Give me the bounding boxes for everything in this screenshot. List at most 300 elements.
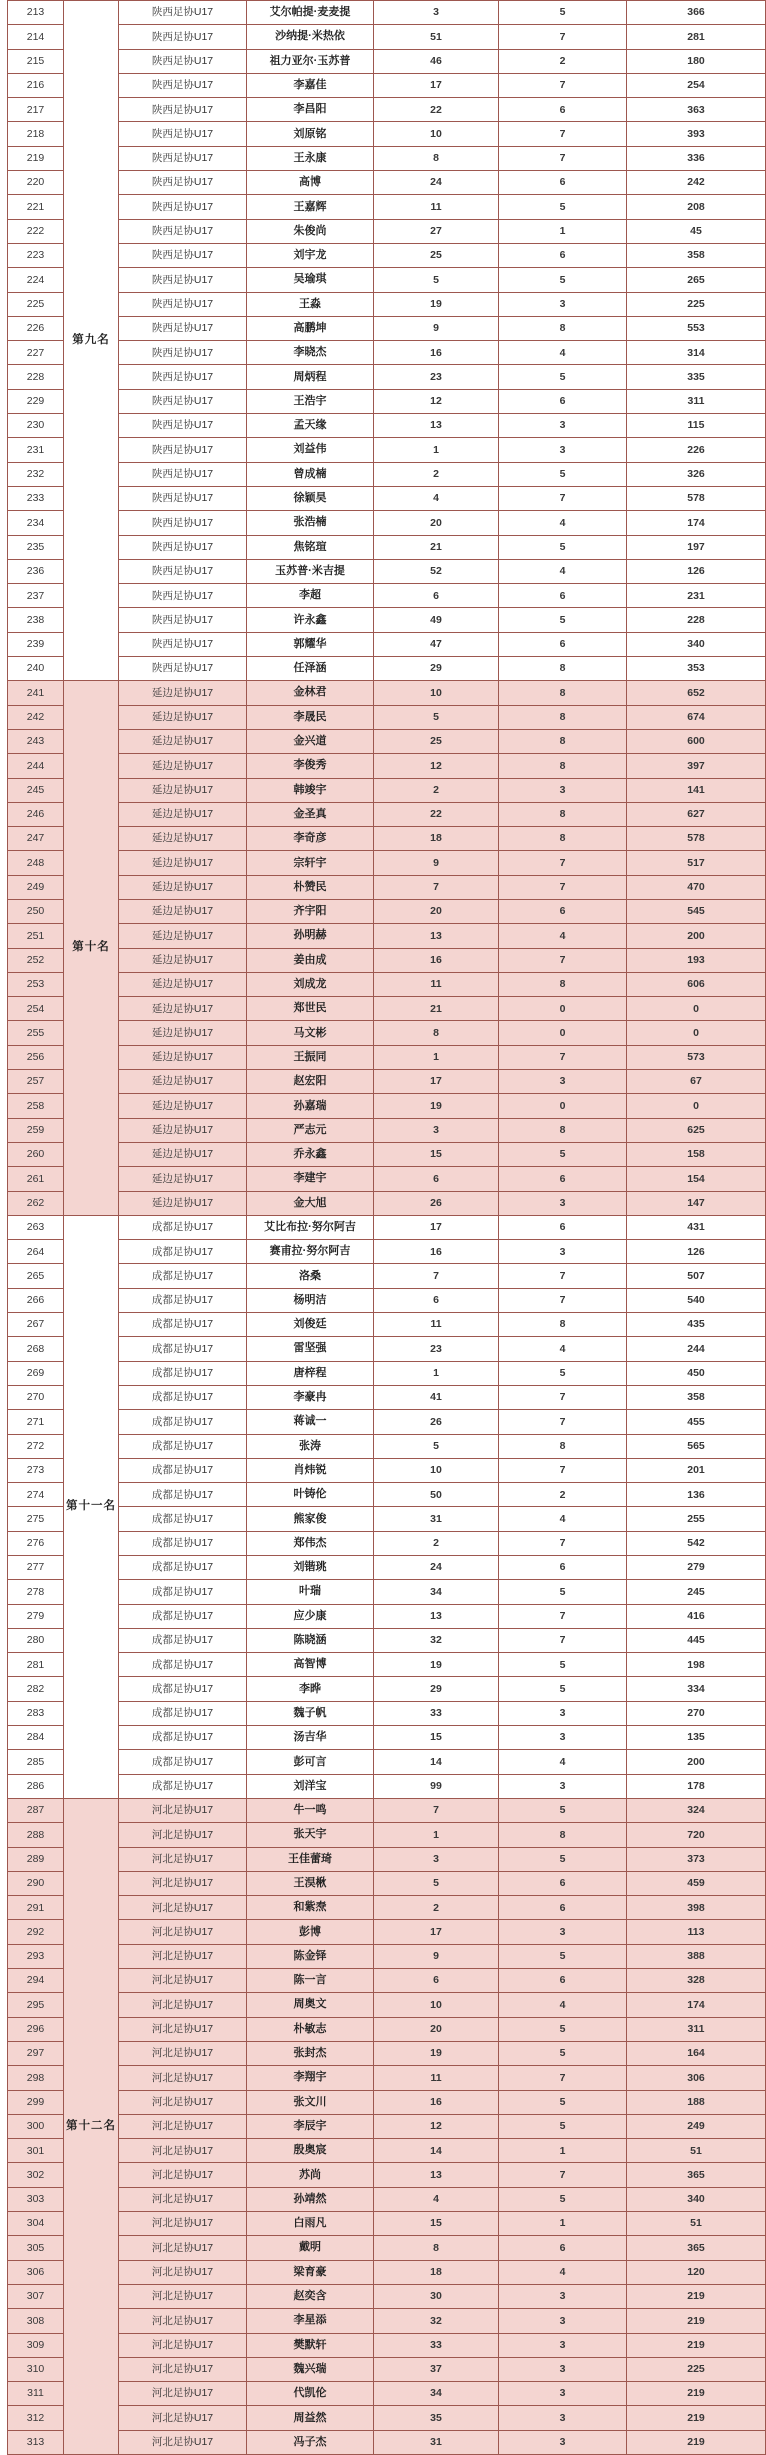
stat-cell: 6 bbox=[374, 1288, 499, 1312]
stat-cell: 10 bbox=[374, 681, 499, 705]
player-name-cell: 高博 bbox=[247, 171, 374, 195]
stat-cell: 431 bbox=[627, 1215, 766, 1239]
team-cell: 成都足协U17 bbox=[119, 1264, 247, 1288]
table-row bbox=[8, 1215, 766, 1239]
player-name-cell: 李超 bbox=[247, 584, 374, 608]
row-number-cell: 278 bbox=[8, 1580, 64, 1604]
stat-cell: 174 bbox=[627, 1993, 766, 2017]
stat-cell: 8 bbox=[499, 1118, 627, 1142]
stat-cell: 29 bbox=[374, 1677, 499, 1701]
stat-cell: 5 bbox=[374, 705, 499, 729]
stat-cell: 627 bbox=[627, 802, 766, 826]
table-row bbox=[8, 1, 766, 25]
stat-cell: 32 bbox=[374, 1628, 499, 1652]
row-number-cell: 245 bbox=[8, 778, 64, 802]
stat-cell: 20 bbox=[374, 2017, 499, 2041]
stat-cell: 459 bbox=[627, 1871, 766, 1895]
stat-cell: 254 bbox=[627, 73, 766, 97]
team-cell: 延边足协U17 bbox=[119, 924, 247, 948]
row-number-cell: 271 bbox=[8, 1410, 64, 1434]
row-number-cell: 261 bbox=[8, 1167, 64, 1191]
row-number-cell: 300 bbox=[8, 2114, 64, 2138]
stat-cell: 113 bbox=[627, 1920, 766, 1944]
row-number-cell: 262 bbox=[8, 1191, 64, 1215]
stat-cell: 228 bbox=[627, 608, 766, 632]
table-row bbox=[8, 1191, 766, 1215]
stat-cell: 517 bbox=[627, 851, 766, 875]
player-name-cell: 周炳程 bbox=[247, 365, 374, 389]
table-row bbox=[8, 2187, 766, 2211]
team-cell: 陕西足协U17 bbox=[119, 511, 247, 535]
row-number-cell: 259 bbox=[8, 1118, 64, 1142]
stat-cell: 3 bbox=[499, 2430, 627, 2454]
player-name-cell: 张涛 bbox=[247, 1434, 374, 1458]
table-row bbox=[8, 1556, 766, 1580]
stat-cell: 12 bbox=[374, 389, 499, 413]
row-number-cell: 277 bbox=[8, 1556, 64, 1580]
team-cell: 成都足协U17 bbox=[119, 1361, 247, 1385]
stat-cell: 578 bbox=[627, 486, 766, 510]
row-number-cell: 299 bbox=[8, 2090, 64, 2114]
team-cell: 河北足协U17 bbox=[119, 2212, 247, 2236]
stat-cell: 6 bbox=[499, 171, 627, 195]
player-name-cell: 艾尔帕提·麦麦提 bbox=[247, 1, 374, 25]
stat-cell: 52 bbox=[374, 559, 499, 583]
stat-cell: 365 bbox=[627, 2236, 766, 2260]
team-cell: 陕西足协U17 bbox=[119, 341, 247, 365]
stat-cell: 6 bbox=[499, 584, 627, 608]
stat-cell: 7 bbox=[499, 948, 627, 972]
stat-cell: 18 bbox=[374, 827, 499, 851]
table-row bbox=[8, 98, 766, 122]
stat-cell: 311 bbox=[627, 389, 766, 413]
player-name-cell: 李俊秀 bbox=[247, 754, 374, 778]
player-name-cell: 王浩宇 bbox=[247, 389, 374, 413]
stat-cell: 24 bbox=[374, 171, 499, 195]
row-number-cell: 254 bbox=[8, 997, 64, 1021]
player-name-cell: 牛一鸣 bbox=[247, 1798, 374, 1822]
stat-cell: 340 bbox=[627, 632, 766, 656]
row-number-cell: 258 bbox=[8, 1094, 64, 1118]
player-name-cell: 严志元 bbox=[247, 1118, 374, 1142]
row-number-cell: 296 bbox=[8, 2017, 64, 2041]
stat-cell: 6 bbox=[499, 1871, 627, 1895]
stat-cell: 17 bbox=[374, 1215, 499, 1239]
player-name-cell: 汤吉华 bbox=[247, 1726, 374, 1750]
player-name-cell: 高鹏坤 bbox=[247, 316, 374, 340]
row-number-cell: 298 bbox=[8, 2066, 64, 2090]
stat-cell: 6 bbox=[499, 1969, 627, 1993]
stat-cell: 7 bbox=[499, 875, 627, 899]
table-row bbox=[8, 414, 766, 438]
stat-cell: 7 bbox=[499, 1628, 627, 1652]
table-row bbox=[8, 827, 766, 851]
table-row bbox=[8, 657, 766, 681]
team-cell: 延边足协U17 bbox=[119, 802, 247, 826]
player-stats-table bbox=[7, 0, 766, 2455]
team-cell: 陕西足协U17 bbox=[119, 49, 247, 73]
stat-cell: 5 bbox=[499, 2187, 627, 2211]
rank-label-cell: 第十二名 bbox=[64, 1798, 119, 2454]
stat-cell: 5 bbox=[374, 268, 499, 292]
player-name-cell: 彭博 bbox=[247, 1920, 374, 1944]
row-number-cell: 289 bbox=[8, 1847, 64, 1871]
stat-cell: 10 bbox=[374, 122, 499, 146]
player-name-cell: 吴瑜琪 bbox=[247, 268, 374, 292]
row-number-cell: 269 bbox=[8, 1361, 64, 1385]
stat-cell: 27 bbox=[374, 219, 499, 243]
stat-cell: 13 bbox=[374, 1604, 499, 1628]
table-row bbox=[8, 924, 766, 948]
team-cell: 延边足协U17 bbox=[119, 778, 247, 802]
row-number-cell: 286 bbox=[8, 1774, 64, 1798]
stat-cell: 8 bbox=[374, 1021, 499, 1045]
table-row bbox=[8, 243, 766, 267]
stat-cell: 30 bbox=[374, 2284, 499, 2308]
row-number-cell: 275 bbox=[8, 1507, 64, 1531]
player-name-cell: 叶铸伦 bbox=[247, 1483, 374, 1507]
table-row bbox=[8, 972, 766, 996]
table-row bbox=[8, 632, 766, 656]
player-name-cell: 陈晓涵 bbox=[247, 1628, 374, 1652]
table-row bbox=[8, 1871, 766, 1895]
stat-cell: 8 bbox=[499, 827, 627, 851]
row-number-cell: 222 bbox=[8, 219, 64, 243]
team-cell: 河北足协U17 bbox=[119, 2430, 247, 2454]
stat-cell: 5 bbox=[374, 1871, 499, 1895]
table-row bbox=[8, 1531, 766, 1555]
team-cell: 成都足协U17 bbox=[119, 1750, 247, 1774]
stat-cell: 8 bbox=[499, 316, 627, 340]
row-number-cell: 283 bbox=[8, 1701, 64, 1725]
stat-cell: 200 bbox=[627, 924, 766, 948]
team-cell: 成都足协U17 bbox=[119, 1580, 247, 1604]
stat-cell: 7 bbox=[499, 1045, 627, 1069]
table-row bbox=[8, 948, 766, 972]
stat-cell: 6 bbox=[499, 1215, 627, 1239]
stat-cell: 7 bbox=[499, 2163, 627, 2187]
stat-cell: 245 bbox=[627, 1580, 766, 1604]
player-name-cell: 赵奕含 bbox=[247, 2284, 374, 2308]
row-number-cell: 288 bbox=[8, 1823, 64, 1847]
stat-cell: 6 bbox=[374, 1167, 499, 1191]
stat-cell: 17 bbox=[374, 1070, 499, 1094]
table-row bbox=[8, 535, 766, 559]
team-cell: 陕西足协U17 bbox=[119, 438, 247, 462]
team-cell: 成都足协U17 bbox=[119, 1458, 247, 1482]
stat-cell: 17 bbox=[374, 1920, 499, 1944]
stat-cell: 208 bbox=[627, 195, 766, 219]
stat-cell: 4 bbox=[499, 1750, 627, 1774]
stat-cell: 363 bbox=[627, 98, 766, 122]
stat-cell: 5 bbox=[499, 1, 627, 25]
stat-cell: 0 bbox=[627, 1094, 766, 1118]
stat-cell: 720 bbox=[627, 1823, 766, 1847]
row-number-cell: 213 bbox=[8, 1, 64, 25]
table-row bbox=[8, 2333, 766, 2357]
stat-cell: 11 bbox=[374, 195, 499, 219]
stat-cell: 4 bbox=[374, 2187, 499, 2211]
table-row bbox=[8, 2017, 766, 2041]
team-cell: 延边足协U17 bbox=[119, 1070, 247, 1094]
stat-cell: 9 bbox=[374, 851, 499, 875]
stat-cell: 2 bbox=[374, 1896, 499, 1920]
player-name-cell: 和紫焘 bbox=[247, 1896, 374, 1920]
stat-cell: 9 bbox=[374, 316, 499, 340]
stat-cell: 8 bbox=[499, 802, 627, 826]
table-row bbox=[8, 2066, 766, 2090]
row-number-cell: 228 bbox=[8, 365, 64, 389]
stat-cell: 4 bbox=[499, 1993, 627, 2017]
player-name-cell: 郑世民 bbox=[247, 997, 374, 1021]
player-name-cell: 赵宏阳 bbox=[247, 1070, 374, 1094]
stat-cell: 21 bbox=[374, 535, 499, 559]
stat-cell: 200 bbox=[627, 1750, 766, 1774]
row-number-cell: 290 bbox=[8, 1871, 64, 1895]
table-row bbox=[8, 1944, 766, 1968]
row-number-cell: 251 bbox=[8, 924, 64, 948]
table-row bbox=[8, 1361, 766, 1385]
stat-cell: 3 bbox=[499, 2309, 627, 2333]
team-cell: 河北足协U17 bbox=[119, 2041, 247, 2065]
stat-cell: 32 bbox=[374, 2309, 499, 2333]
player-name-cell: 张文川 bbox=[247, 2090, 374, 2114]
table-row bbox=[8, 2139, 766, 2163]
row-number-cell: 219 bbox=[8, 146, 64, 170]
table-row bbox=[8, 1677, 766, 1701]
player-name-cell: 杨明洁 bbox=[247, 1288, 374, 1312]
row-number-cell: 272 bbox=[8, 1434, 64, 1458]
row-number-cell: 253 bbox=[8, 972, 64, 996]
player-name-cell: 齐宇阳 bbox=[247, 899, 374, 923]
row-number-cell: 284 bbox=[8, 1726, 64, 1750]
row-number-cell: 304 bbox=[8, 2212, 64, 2236]
stat-cell: 455 bbox=[627, 1410, 766, 1434]
stat-cell: 3 bbox=[499, 2406, 627, 2430]
row-number-cell: 234 bbox=[8, 511, 64, 535]
table-row bbox=[8, 2357, 766, 2381]
player-name-cell: 刘洋宝 bbox=[247, 1774, 374, 1798]
player-name-cell: 张天宇 bbox=[247, 1823, 374, 1847]
player-name-cell: 应少康 bbox=[247, 1604, 374, 1628]
row-number-cell: 248 bbox=[8, 851, 64, 875]
table-row bbox=[8, 1118, 766, 1142]
row-number-cell: 223 bbox=[8, 243, 64, 267]
table-row bbox=[8, 2236, 766, 2260]
rank-label-cell: 第十一名 bbox=[64, 1215, 119, 1798]
player-name-cell: 许永鑫 bbox=[247, 608, 374, 632]
stat-cell: 11 bbox=[374, 972, 499, 996]
stat-cell: 46 bbox=[374, 49, 499, 73]
stat-cell: 3 bbox=[499, 1191, 627, 1215]
row-number-cell: 287 bbox=[8, 1798, 64, 1822]
player-name-cell: 殷奥宸 bbox=[247, 2139, 374, 2163]
stat-cell: 3 bbox=[499, 2357, 627, 2381]
stat-cell: 33 bbox=[374, 1701, 499, 1725]
stat-cell: 397 bbox=[627, 754, 766, 778]
team-cell: 成都足协U17 bbox=[119, 1385, 247, 1409]
row-number-cell: 257 bbox=[8, 1070, 64, 1094]
stat-cell: 5 bbox=[499, 1142, 627, 1166]
stat-cell: 6 bbox=[499, 632, 627, 656]
stat-cell: 4 bbox=[499, 924, 627, 948]
player-name-cell: 魏子帆 bbox=[247, 1701, 374, 1725]
row-number-cell: 242 bbox=[8, 705, 64, 729]
stat-cell: 15 bbox=[374, 2212, 499, 2236]
table-row bbox=[8, 292, 766, 316]
team-cell: 陕西足协U17 bbox=[119, 25, 247, 49]
stat-cell: 450 bbox=[627, 1361, 766, 1385]
team-cell: 延边足协U17 bbox=[119, 827, 247, 851]
table-row bbox=[8, 1142, 766, 1166]
player-name-cell: 刘宇龙 bbox=[247, 243, 374, 267]
stat-cell: 306 bbox=[627, 2066, 766, 2090]
stat-cell: 5 bbox=[374, 1434, 499, 1458]
stat-cell: 16 bbox=[374, 341, 499, 365]
row-number-cell: 255 bbox=[8, 1021, 64, 1045]
stat-cell: 311 bbox=[627, 2017, 766, 2041]
table-row bbox=[8, 1458, 766, 1482]
stat-cell: 198 bbox=[627, 1653, 766, 1677]
stat-cell: 13 bbox=[374, 2163, 499, 2187]
table-row bbox=[8, 268, 766, 292]
stat-cell: 13 bbox=[374, 924, 499, 948]
stat-cell: 416 bbox=[627, 1604, 766, 1628]
stat-cell: 4 bbox=[499, 1507, 627, 1531]
team-cell: 陕西足协U17 bbox=[119, 219, 247, 243]
stat-cell: 6 bbox=[499, 243, 627, 267]
stat-cell: 3 bbox=[374, 1118, 499, 1142]
team-cell: 成都足协U17 bbox=[119, 1507, 247, 1531]
table-row bbox=[8, 899, 766, 923]
table-row bbox=[8, 1750, 766, 1774]
stat-cell: 7 bbox=[499, 146, 627, 170]
stat-cell: 7 bbox=[499, 73, 627, 97]
stat-cell: 373 bbox=[627, 1847, 766, 1871]
table-row bbox=[8, 171, 766, 195]
rank-label-cell: 第十名 bbox=[64, 681, 119, 1216]
stat-cell: 197 bbox=[627, 535, 766, 559]
stat-cell: 180 bbox=[627, 49, 766, 73]
row-number-cell: 264 bbox=[8, 1240, 64, 1264]
stat-cell: 11 bbox=[374, 2066, 499, 2090]
team-cell: 成都足协U17 bbox=[119, 1677, 247, 1701]
row-number-cell: 307 bbox=[8, 2284, 64, 2308]
team-cell: 河北足协U17 bbox=[119, 1823, 247, 1847]
row-number-cell: 240 bbox=[8, 657, 64, 681]
table-row bbox=[8, 146, 766, 170]
stat-cell: 470 bbox=[627, 875, 766, 899]
table-row bbox=[8, 2260, 766, 2284]
stat-cell: 358 bbox=[627, 1385, 766, 1409]
player-name-cell: 金林君 bbox=[247, 681, 374, 705]
table-row bbox=[8, 778, 766, 802]
player-name-cell: 洛桑 bbox=[247, 1264, 374, 1288]
stat-cell: 625 bbox=[627, 1118, 766, 1142]
stat-cell: 164 bbox=[627, 2041, 766, 2065]
stat-cell: 6 bbox=[499, 98, 627, 122]
stat-cell: 41 bbox=[374, 1385, 499, 1409]
table-row bbox=[8, 462, 766, 486]
table-row bbox=[8, 73, 766, 97]
team-cell: 陕西足协U17 bbox=[119, 462, 247, 486]
player-name-cell: 韩竣宇 bbox=[247, 778, 374, 802]
player-name-cell: 曾成楠 bbox=[247, 462, 374, 486]
stat-cell: 5 bbox=[499, 2114, 627, 2138]
row-number-cell: 295 bbox=[8, 1993, 64, 2017]
table-row bbox=[8, 1604, 766, 1628]
player-name-cell: 肖炜锐 bbox=[247, 1458, 374, 1482]
row-number-cell: 274 bbox=[8, 1483, 64, 1507]
stat-cell: 1 bbox=[374, 438, 499, 462]
stat-cell: 8 bbox=[499, 681, 627, 705]
stat-cell: 8 bbox=[499, 754, 627, 778]
row-number-cell: 302 bbox=[8, 2163, 64, 2187]
team-cell: 成都足协U17 bbox=[119, 1653, 247, 1677]
team-cell: 陕西足协U17 bbox=[119, 632, 247, 656]
stat-cell: 26 bbox=[374, 1191, 499, 1215]
table-row bbox=[8, 219, 766, 243]
team-cell: 河北足协U17 bbox=[119, 2382, 247, 2406]
team-cell: 陕西足协U17 bbox=[119, 268, 247, 292]
row-number-cell: 305 bbox=[8, 2236, 64, 2260]
team-cell: 河北足协U17 bbox=[119, 2066, 247, 2090]
stat-cell: 3 bbox=[499, 1240, 627, 1264]
stat-cell: 99 bbox=[374, 1774, 499, 1798]
stat-cell: 7 bbox=[499, 1458, 627, 1482]
player-name-cell: 赛甫拉·努尔阿吉 bbox=[247, 1240, 374, 1264]
stat-cell: 5 bbox=[499, 2090, 627, 2114]
stat-cell: 6 bbox=[499, 2236, 627, 2260]
stat-cell: 6 bbox=[499, 1556, 627, 1580]
player-name-cell: 王永康 bbox=[247, 146, 374, 170]
stat-cell: 0 bbox=[499, 1021, 627, 1045]
stat-cell: 578 bbox=[627, 827, 766, 851]
stat-cell: 7 bbox=[499, 1264, 627, 1288]
player-name-cell: 周益然 bbox=[247, 2406, 374, 2430]
stat-cell: 19 bbox=[374, 292, 499, 316]
rank-label-cell: 第九名 bbox=[64, 1, 119, 681]
table-row bbox=[8, 2284, 766, 2308]
stat-cell: 231 bbox=[627, 584, 766, 608]
stat-cell: 219 bbox=[627, 2309, 766, 2333]
table-row bbox=[8, 1167, 766, 1191]
stat-cell: 18 bbox=[374, 2260, 499, 2284]
table-row bbox=[8, 365, 766, 389]
stat-cell: 67 bbox=[627, 1070, 766, 1094]
stat-cell: 35 bbox=[374, 2406, 499, 2430]
table-row bbox=[8, 1021, 766, 1045]
stat-cell: 324 bbox=[627, 1798, 766, 1822]
row-number-cell: 297 bbox=[8, 2041, 64, 2065]
stat-cell: 31 bbox=[374, 1507, 499, 1531]
table-row bbox=[8, 2430, 766, 2454]
player-name-cell: 李晓杰 bbox=[247, 341, 374, 365]
stat-cell: 6 bbox=[499, 899, 627, 923]
stat-cell: 22 bbox=[374, 98, 499, 122]
stat-cell: 600 bbox=[627, 729, 766, 753]
stat-cell: 11 bbox=[374, 1313, 499, 1337]
stat-cell: 1 bbox=[374, 1823, 499, 1847]
stat-cell: 21 bbox=[374, 997, 499, 1021]
player-name-cell: 蒋诚一 bbox=[247, 1410, 374, 1434]
player-name-cell: 孙明赫 bbox=[247, 924, 374, 948]
player-name-cell: 高智博 bbox=[247, 1653, 374, 1677]
team-cell: 延边足协U17 bbox=[119, 681, 247, 705]
team-cell: 河北足协U17 bbox=[119, 2357, 247, 2381]
stat-cell: 6 bbox=[374, 1969, 499, 1993]
stat-cell: 1 bbox=[499, 2139, 627, 2163]
